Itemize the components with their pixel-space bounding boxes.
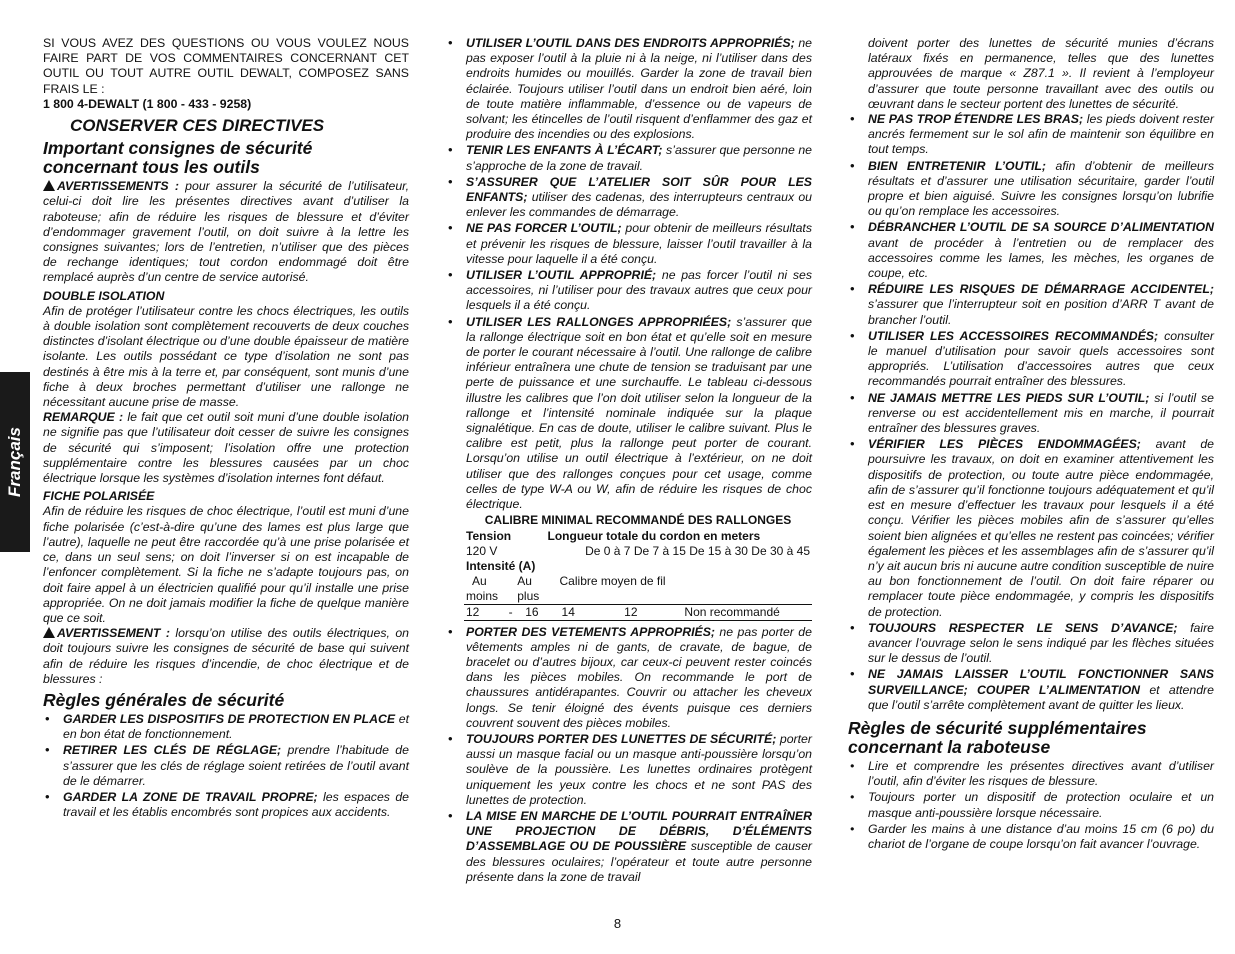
bullet: • — [850, 667, 855, 682]
length-label: Longueur totale du cordon en meters — [547, 528, 761, 543]
item-lead: PORTER DES VETEMENTS APPROPRIÉS; — [466, 624, 715, 639]
table-row — [464, 559, 812, 574]
item-lead: DÉBRANCHER L’OUTIL DE SA SOURCE D’ALIMENTATION — [868, 220, 1214, 235]
bullet: • — [850, 328, 855, 343]
item-lead: UTILISER LES ACCESSOIRES RECOMMANDÉS; — [868, 328, 1159, 343]
table-row — [464, 544, 812, 559]
item-text: consulter le manuel d’utilisation pour savoir quels accessoires sont appropriés. L’utilisation d’accessoires autres que ceux recommandés pourrait entraîner des blessures. — [868, 328, 1214, 389]
list-item — [848, 437, 1214, 619]
item-lead: UTILISER L’OUTIL DANS DES ENDROITS APPROPRIÉS; — [466, 36, 795, 50]
warning-label: AVERTISSEMENTS : — [57, 179, 179, 194]
cell-max: 16 — [515, 604, 545, 620]
voltage-cell: 120 V — [466, 543, 498, 558]
item-text: pour obtenir de meilleurs résultats et prévenir les risques de blessure, laisser l’outil travailler à la vitesse pour laquelle il a été conçu. — [466, 221, 812, 266]
item-text: les espaces de travail et les établis encombrés sont propices aux accidents. — [63, 789, 410, 820]
contact-intro: SI VOUS AVEZ DES QUESTIONS OU VOUS VOULEZ NOUS FAIRE PART DE VOS COMMENTAIRES CONCERNANT CET OUTIL OU TOUT AUTRE OUTIL DEWALT, COMPOSEZ SANS FRAIS LE : — [43, 36, 409, 96]
list-item — [43, 790, 409, 820]
bullet: • — [448, 174, 453, 189]
bullet: • — [45, 789, 50, 804]
item-lead: NE PAS FORCER L’OUTIL; — [466, 221, 622, 236]
bullet: • — [850, 112, 855, 127]
column-3 — [848, 36, 1214, 853]
warning-text: pour assurer la sécurité de l’utilisateur, celui-ci doit lire les présentes directives avant d’utiliser la raboteuse; afin de réduire les risques de blessure et d’éviter d’endommager gravement l’outil, on doit suivre à la lettre les consignes suivantes; lors de l’entretien, n’utiliser que des pièces de rechange identiques; tout cordon endommagé doit être remplacé auprès d’un centre de service autorisé. — [43, 179, 409, 285]
item-text: Toujours porter un dispositif de protection oculaire et un masque anti-poussière lorsque nécessaire. — [868, 790, 1214, 820]
column-1 — [43, 36, 409, 821]
range-0: De 0 à 7 — [585, 543, 631, 558]
list-item — [848, 282, 1214, 328]
list-item — [848, 391, 1214, 437]
warning-paragraph-2 — [43, 626, 409, 687]
item-text: ne pas exposer l’outil à la pluie ni à la neige, ni l’utiliser dans des endroits humides ou mouillés. Garder la zone de travail bien éclairée. Toujours utiliser l’outil dans un endroit bien aéré, loin de toute matière inflammable, d’essence ou de vapeurs de solvant; les étincelles de l’outil risquent d’enflammer des gaz et produire des incendies ou des explosions. — [466, 36, 812, 142]
double-insulation-text: Afin de protéger l’utilisateur contre les chocs électriques, les outils à double isolation sont complètement recouverts de deux couches distinctes d’isolant électrique ou d’une double épaisseur de matière isolante. Les outils possédant ce type d’isolation ne sont pas destinés à être mis à la terre et, par conséquent, sont munis d’une fiche à deux broches permettant d’utiliser une rallonge ne nécessitant aucune prise de masse. — [43, 303, 409, 410]
bullet: • — [448, 624, 453, 639]
bullet: • — [850, 220, 855, 235]
item-lead: NE JAMAIS LAISSER L’OUTIL FONCTIONNER SANS SURVEILLANCE; COUPER L’ALIMENTATION — [868, 667, 1214, 697]
list-item — [848, 790, 1214, 820]
item-text: et attendre que l’outil s’arrête complètement avant de quitter les lieux. — [868, 682, 1214, 712]
item-lead: S’ASSURER QUE L’ATELIER SOIT SÛR POUR LES ENFANTS; — [466, 174, 812, 205]
extension-cord-table — [446, 513, 812, 620]
list-item — [848, 159, 1214, 220]
bullet: • — [448, 808, 453, 823]
item-lead: UTILISER L’OUTIL APPROPRIÉ; — [466, 268, 657, 283]
list-item — [446, 732, 812, 808]
item-lead: UTILISER LES RALLONGES APPROPRIÉES; — [466, 314, 732, 329]
warning-triangle-icon — [43, 180, 55, 191]
planer-rules-list — [848, 759, 1214, 852]
bullet: • — [850, 437, 855, 452]
bullet: • — [448, 221, 453, 236]
item-lead: TOUJOURS RESPECTER LE SENS D’AVANCE; — [868, 620, 1178, 635]
list-item — [848, 822, 1214, 852]
warning-label: AVERTISSEMENT : — [57, 626, 170, 641]
cell-g1: 14 — [546, 604, 585, 620]
item-text: et en bon état de fonctionnement. — [63, 711, 409, 742]
item-text: s’assurer que la rallonge électrique soit en bon état et qu’elle soit en mesure de porter le courant nécessaire à l’outil. Une rallonge de calibre inférieur entraînera une chute de tension se traduisant par une perte de puissance et une surchauffe. Le tableau ci-dessous illustre les calibres que l’on doit utiliser selon la longueur de la rallonge et l’intensité nominale indiquée sur la plaque signalétique. En cas de doute, utiliser le calibre suivant. Plus le calibre est petit, plus la rallonge peut porter de courant. Lorsqu’on utilise un outil électrique à l’extérieur, on ne doit utiliser que des rallonges conçues pour cet usage, comme celles de type W-A ou W, afin de réduire les risques de choc électrique. — [466, 314, 812, 512]
bullet: • — [850, 390, 855, 405]
list-item — [43, 743, 409, 789]
range-1: De 7 à 15 — [633, 543, 686, 558]
safety-list-c — [848, 112, 1214, 713]
tension-label: Tension — [466, 528, 512, 543]
plus-cell: plus — [515, 589, 545, 605]
cell-g2: 12 — [584, 604, 652, 620]
polarized-plug-text: Afin de réduire les risques de choc électrique, l’outil est muni d’une fiche polarisée (c’est-à-dire qu’une des lames est plus large que l’autre), laquelle ne peut être raccordée qu’à une prise polarisée et ce, dans un seul sens; on doit l’inverser si on est incapable de l’enfoncer complètement. Si la fiche ne s’adapte toujours pas, on doit faire appel à un électricien qualifié pour qu’il installe une prise appropriée. On ne doit jamais modifier la fiche de quelque manière que ce soit. — [43, 504, 409, 625]
item-text: s’assurer que l’interrupteur soit en position d’ARR T avant de brancher l’outil. — [868, 297, 1214, 327]
contact-phone: 1 800 4-DEWALT (1 800 - 433 - 9258) — [43, 96, 252, 111]
list-item — [848, 329, 1214, 390]
item-lead: GARDER LA ZONE DE TRAVAIL PROPRE; — [63, 789, 318, 804]
warning-text: lorsqu’on utilise des outils électriques, on doit toujours suivre les consignes de sécurité de base qui suivent afin de réduire les risques d’incendie, de choc électrique et de blessures : — [43, 626, 409, 686]
item-text: Lire et comprendre les présentes directives avant d’utiliser l’outil, afin d’éviter les risques de blessure. — [868, 758, 1214, 789]
bullet: • — [850, 821, 855, 836]
list-item — [446, 625, 812, 731]
item-text: faire avancer l’ouvrage selon le sens indiqué par les flèches situées sur le dessus de l’outil. — [868, 620, 1214, 666]
bullet: • — [448, 268, 453, 283]
remark-text: le fait que cet outil soit muni d’une double isolation ne signifie pas que l’utilisateur doit cesser de suivre les consignes de sécurité qui s’imposent; l’isolation offre une protection supplémentaire contre les blessures causées par un choc électrique lorsque les systèmes d’isolation internes font défaut. — [43, 410, 409, 486]
bullet: • — [850, 282, 855, 297]
bullet: • — [448, 143, 453, 158]
bullet: • — [448, 314, 453, 329]
cell-dash: - — [506, 604, 515, 620]
polarized-plug-heading: FICHE POLARISÉE — [43, 489, 155, 504]
bullet: • — [448, 731, 453, 746]
bullet: • — [850, 620, 855, 635]
ranges-cell — [546, 544, 812, 559]
item-text: avant de poursuivre les travaux, on doit en examiner attentivement les dispositifs de protection, ou toute autre pièce endommagée, afin de s’assurer qu’il fonctionne toujours adéquatement et qu’il est en mesure d’effectuer les travaux pour lesquels il a été conçu. Vérifier les pièces mobiles afin de s’assurer qu’elles soient bien alignées et qu’elles ne restent pas coincées; vérifier également les pièces et les assemblages afin de s’assurer qu’il n’y ait aucun bris ni aucune autre condition susceptible de nuire au bon fonctionnement de l’outil. On doit faire réparer ou remplacer toute pièce endommagée, y compris les dispositifs de protection. — [868, 437, 1214, 619]
language-label: Français — [5, 427, 24, 497]
list-item — [43, 712, 409, 742]
table-row — [464, 574, 812, 589]
bullet: • — [850, 758, 855, 773]
item-lead: RETIRER LES CLÉS DE RÉGLAGE; — [63, 743, 282, 758]
remark-label: REMARQUE : — [43, 410, 124, 425]
item-text: Garder les mains à une distance d’au moins 15 cm (6 po) du chariot de l’organe de coupe lorsqu’on fait avancer l’ouvrage. — [868, 821, 1214, 851]
range-2: De 15 à 30 — [689, 543, 748, 558]
important-safety-heading: Important consignes de sécurité concernant tous les outils — [43, 138, 313, 178]
item-lead: NE JAMAIS METTRE LES PIEDS SUR L’OUTIL; — [868, 390, 1150, 405]
list-item — [446, 175, 812, 221]
column-2 — [446, 36, 812, 886]
item-text: si l’outil se renverse ou est accidentellement mis en marche, il pourrait entraîner des blessures graves. — [868, 390, 1214, 436]
bullet: • — [45, 711, 50, 726]
item-lead: NE PAS TROP ÉTENDRE LES BRAS; — [868, 112, 1084, 127]
bullet: • — [45, 743, 50, 758]
list-item — [848, 220, 1214, 281]
item-text: s’assurer que personne ne s’approche de la zone de travail. — [466, 143, 812, 173]
list-item — [446, 221, 812, 267]
list-item — [446, 315, 812, 513]
item-lead: LA MISE EN MARCHE DE L’OUTIL POURRAIT ENTRAÎNER UNE PROJECTION DE DÉBRIS, D’ÉLÉMENTS D’ASSEMBLAGE OU DE POUSSIÈRE — [466, 808, 812, 854]
item-text: afin d’obtenir de meilleurs résultats et d’assurer une utilisation sécuritaire, garder l’outil propre et bien aiguisé. Suivre les consignes lorsqu’on lubrifie ou qu’on remplace les accessoires. — [868, 158, 1214, 219]
continued-text: doivent porter des lunettes de sécurité munies d’écrans latéraux fixés en permanence, telles que des lunettes approuvées de marque « Z87.1 ». Il revient à l’employeur d’assurer que toute personne travaillant avec des outils ou œuvrant dans le secteur portent des lunettes de sécurité. — [868, 36, 1214, 111]
bullet: • — [850, 158, 855, 173]
item-text: ne pas porter de vêtements amples ni de gants, de cravate, de bague, de bracelet ou d’autres bijoux, car ceux-ci peuvent rester coincés dans les pièces mobiles. On recommande le port de chaussures antidérapantes. Couvrir ou attacher les cheveux longs. Se tenir éloigné des évents puisque ces derniers couvrent souvent des pièces mobiles. — [466, 624, 812, 730]
safety-list-b — [446, 625, 812, 885]
item-text: porter aussi un masque facial ou un masque anti-poussière lorsqu’on soulève de la poussière. Les lunettes ordinaires protègent uniquement les yeux contre les chocs et ne sont PAS des lunettes de protection. — [466, 731, 812, 807]
table-title: CALIBRE MINIMAL RECOMMANDÉ DES RALLONGES — [484, 513, 792, 528]
item-text: avant de procéder à l’entretien ou de remplacer des accessoires comme les lames, les mèches, les organes de coupe, etc. — [868, 235, 1214, 281]
table-row — [464, 604, 812, 620]
list-item — [446, 36, 812, 142]
item-lead: GARDER LES DISPOSITIFS DE PROTECTION EN PLACE — [63, 711, 396, 726]
table-row — [464, 589, 812, 605]
list-item — [848, 667, 1214, 713]
moins-cell: moins — [464, 589, 506, 605]
cell-min: 12 — [464, 604, 506, 620]
bullet: • — [448, 36, 453, 50]
list-item — [446, 143, 812, 173]
au-cell-1: Au — [472, 573, 487, 588]
warning-triangle-icon — [43, 627, 55, 638]
general-rules-list — [43, 712, 409, 820]
save-directives-heading: CONSERVER CES DIRECTIVES — [70, 116, 325, 136]
gauge-label: Calibre moyen de fil — [559, 573, 666, 588]
range-3: De 30 à 45 — [751, 543, 810, 558]
list-item — [446, 809, 812, 885]
item-lead: BIEN ENTRETENIR L’OUTIL; — [868, 158, 1046, 173]
item-lead: RÉDUIRE LES RISQUES DE DÉMARRAGE ACCIDENTEL; — [868, 282, 1214, 297]
warning-paragraph-1 — [43, 179, 409, 285]
planer-rules-heading: Règles de sécurité supplémentaires concernant la raboteuse — [848, 717, 1147, 757]
language-side-tab — [0, 372, 30, 552]
intensity-label: Intensité (A) — [466, 558, 536, 573]
cell-g3: Non recommandé — [652, 604, 812, 620]
remark-paragraph — [43, 410, 409, 486]
list-item — [848, 112, 1214, 158]
table-row — [464, 529, 812, 544]
list-item — [446, 268, 812, 314]
double-insulation-heading: DOUBLE ISOLATION — [43, 288, 165, 303]
au-cell-2: Au — [517, 573, 532, 588]
item-lead: VÉRIFIER LES PIÈCES ENDOMMAGÉES; — [868, 437, 1141, 452]
item-text: utiliser des cadenas, des interrupteurs centraux ou enlever les commandes de démarrage. — [466, 190, 812, 220]
item-text: les pieds doivent rester ancrés fermement sur le sol afin de maintenir son équilibre en tout temps. — [868, 112, 1214, 157]
item-text: susceptible de causer des blessures oculaires; l’opérateur et toute autre personne présente dans la zone de travail — [466, 839, 812, 884]
item-lead: TENIR LES ENFANTS À L’ÉCART; — [466, 143, 663, 158]
gauge-table — [464, 529, 812, 621]
general-rules-heading: Règles générales de sécurité — [43, 689, 285, 710]
item-lead: TOUJOURS PORTER DES LUNETTES DE SÉCURITÉ; — [466, 731, 777, 746]
list-item — [848, 759, 1214, 789]
list-item — [848, 621, 1214, 667]
page-number: 8 — [613, 916, 622, 931]
safety-list-a — [446, 36, 812, 512]
item-text: ne pas forcer l’outil ni ses accessoires, ni l’utiliser pour des travaux autres que ceux pour lesquels il a été conçu. — [466, 268, 812, 313]
bullet: • — [850, 790, 855, 805]
item-text: prendre l’habitude de s’assurer que les clés de réglage soient retirées de l’outil avant de le démarrer. — [63, 743, 409, 788]
